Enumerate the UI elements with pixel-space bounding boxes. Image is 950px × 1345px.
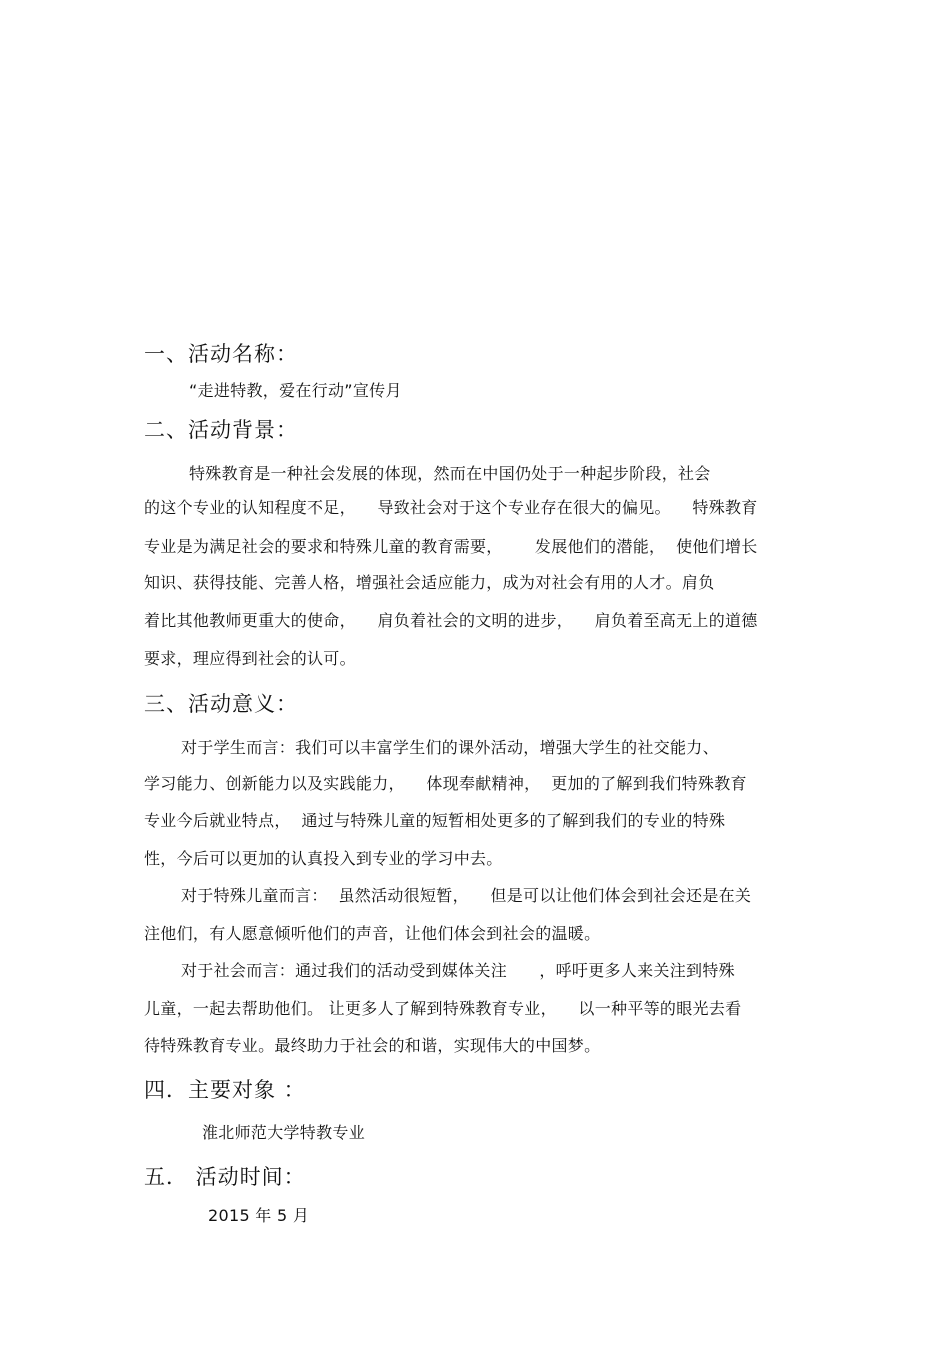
significance-line-2: 学习能力、创新能力以及实践能力， 体现奉献精神， 更加的了解到我们特殊教育 — [144, 774, 747, 793]
section-1-heading: 一、活动名称： — [144, 342, 298, 366]
background-line-1: 特殊教育是一种社会发展的体现，然而在中国仍处于一种起步阶段，社会 — [189, 464, 711, 483]
significance-line-4: 性，今后可以更加的认真投入到专业的学习中去。 — [144, 849, 503, 868]
background-line-5: 着比其他教师更重大的使命， 肩负着社会的文明的进步， 肩负着至高无上的道德 — [144, 611, 758, 630]
significance-line-9: 待特殊教育专业。最终助力于社会的和谐，实现伟大的中国梦。 — [144, 1036, 601, 1055]
background-line-4: 知识、获得技能、完善人格，增强社会适应能力，成为对社会有用的人才。肩负 — [144, 573, 715, 592]
section-4-heading: 四．主要对象 ： — [144, 1078, 306, 1102]
significance-line-8: 儿童，一起去帮助他们。 让更多人了解到特殊教育专业， 以一种平等的眼光去看 — [144, 999, 742, 1018]
significance-line-3: 专业今后就业特点， 通过与特殊儿童的短暂相处更多的了解到我们的专业的特殊 — [144, 811, 726, 830]
background-line-2: 的这个专业的认知程度不足， 导致社会对于这个专业存在很大的偏见。 特殊教育 — [144, 498, 758, 517]
activity-time-text: 2015 年 5 月 — [208, 1206, 310, 1225]
section-5-heading: 五． 活动时间： — [144, 1165, 306, 1189]
background-line-3: 专业是为满足社会的要求和特殊儿童的教育需要， 发展他们的潜能， 使他们增长 — [144, 537, 758, 556]
background-line-6: 要求，理应得到社会的认可。 — [144, 649, 356, 668]
significance-line-1: 对于学生而言：我们可以丰富学生们的课外活动，增强大学生的社交能力、 — [181, 738, 719, 757]
section-3-heading: 三、活动意义： — [144, 692, 298, 716]
activity-name-text: “走进特教，爱在行动”宣传月 — [189, 381, 402, 400]
section-2-heading: 二、活动背景： — [144, 418, 298, 442]
significance-line-6: 注他们，有人愿意倾听他们的声音，让他们体会到社会的温暖。 — [144, 924, 601, 943]
significance-line-7: 对于社会而言：通过我们的活动受到媒体关注 ，呼吁更多人来关注到特殊 — [181, 961, 735, 980]
significance-line-5: 对于特殊儿童而言： 虽然活动很短暂， 但是可以让他们体会到社会还是在关 — [181, 886, 752, 905]
target-audience-text: 淮北师范大学特教专业 — [202, 1123, 366, 1142]
